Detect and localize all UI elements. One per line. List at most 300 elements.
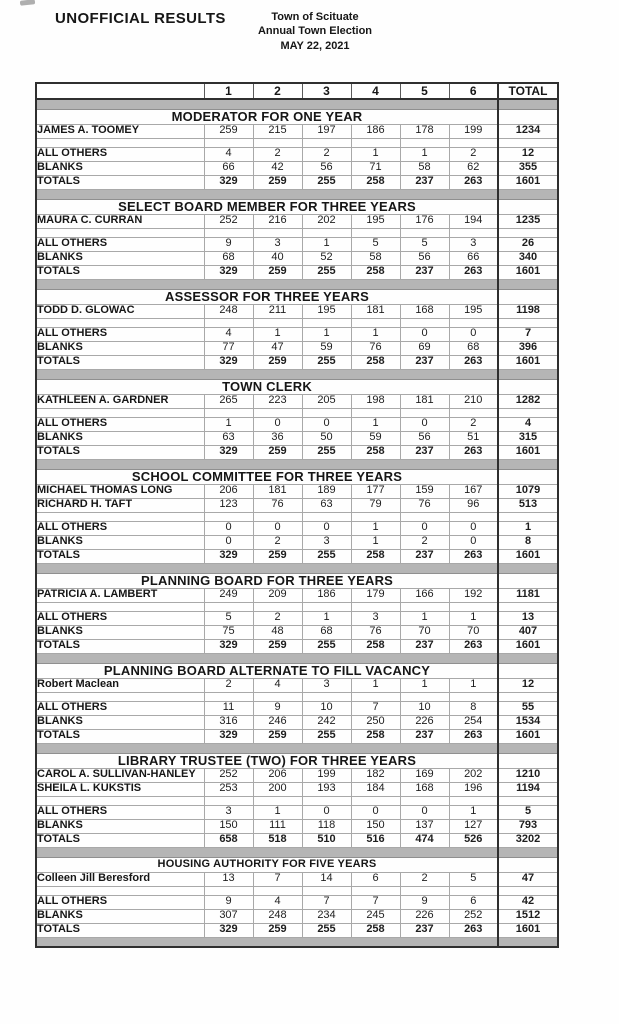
row-label: BLANKS — [36, 251, 204, 265]
blank-cell — [400, 886, 449, 895]
all-others-row — [36, 237, 558, 251]
candidate-name: MICHAEL THOMAS LONG — [36, 484, 204, 498]
totals-total: 1601 — [498, 175, 558, 189]
all-others-count: 1 — [351, 147, 400, 161]
all-others-count: 3 — [351, 611, 400, 625]
blank-cell — [302, 318, 351, 327]
vote-count: 6 — [351, 872, 400, 886]
blank-cell — [400, 228, 449, 237]
row-label: TOTALS — [36, 729, 204, 743]
section-separator — [36, 459, 498, 469]
blanks-count: 40 — [253, 251, 302, 265]
all-others-row — [36, 805, 558, 819]
totals-count: 237 — [400, 265, 449, 279]
blank-cell — [36, 602, 204, 611]
blank-cell — [400, 138, 449, 147]
blanks-count: 137 — [400, 819, 449, 833]
totals-count: 258 — [351, 729, 400, 743]
blank-cell — [36, 228, 204, 237]
all-others-count: 1 — [400, 147, 449, 161]
election-town: Town of Scituate — [271, 11, 359, 23]
vote-total: 1234 — [498, 124, 558, 138]
totals-count: 237 — [400, 639, 449, 653]
all-others-count: 7 — [351, 895, 400, 909]
vote-total: 513 — [498, 498, 558, 512]
vote-count: 198 — [351, 394, 400, 408]
all-others-total: 12 — [498, 147, 558, 161]
blank-cell — [449, 228, 498, 237]
all-others-count: 1 — [302, 611, 351, 625]
blank-cell — [351, 318, 400, 327]
section-title: LIBRARY TRUSTEE (TWO) FOR THREE YEARS — [36, 753, 498, 768]
section-separator-total — [498, 847, 558, 857]
vote-count: 13 — [204, 872, 253, 886]
blank-cell — [498, 886, 558, 895]
totals-count: 259 — [253, 923, 302, 937]
section-title: PLANNING BOARD ALTERNATE TO FILL VACANCY — [36, 663, 498, 678]
blank-cell — [498, 228, 558, 237]
totals-count: 237 — [400, 729, 449, 743]
all-others-count: 6 — [449, 895, 498, 909]
section-title: TOWN CLERK — [36, 379, 498, 394]
section-separator — [36, 99, 498, 109]
blanks-count: 58 — [400, 161, 449, 175]
vote-count: 76 — [253, 498, 302, 512]
blank-cell — [449, 408, 498, 417]
column-header-6: 6 — [449, 83, 498, 99]
blanks-count: 250 — [351, 715, 400, 729]
section-separator — [36, 563, 498, 573]
totals-count: 263 — [449, 355, 498, 369]
totals-count: 329 — [204, 639, 253, 653]
section-separator-row — [36, 369, 558, 379]
totals-count: 474 — [400, 833, 449, 847]
row-label: TOTALS — [36, 549, 204, 563]
candidate-row — [36, 394, 558, 408]
blanks-count: 76 — [351, 625, 400, 639]
blank-cell — [351, 886, 400, 895]
all-others-total: 42 — [498, 895, 558, 909]
section-separator-total — [498, 743, 558, 753]
vote-count: 211 — [253, 304, 302, 318]
section-title-spacer — [498, 573, 558, 588]
all-others-count: 7 — [351, 701, 400, 715]
all-others-count: 0 — [449, 327, 498, 341]
all-others-count: 1 — [302, 327, 351, 341]
blanks-count: 56 — [400, 251, 449, 265]
vote-count: 196 — [449, 782, 498, 796]
spacer-row — [36, 408, 558, 417]
column-header-name — [36, 83, 204, 99]
all-others-count: 1 — [351, 327, 400, 341]
totals-count: 258 — [351, 549, 400, 563]
blank-cell — [498, 318, 558, 327]
vote-count: 216 — [253, 214, 302, 228]
blank-cell — [449, 512, 498, 521]
all-others-count: 0 — [400, 327, 449, 341]
blanks-count: 1 — [351, 535, 400, 549]
vote-count: 189 — [302, 484, 351, 498]
all-others-count: 5 — [204, 611, 253, 625]
candidate-row — [36, 678, 558, 692]
all-others-count: 0 — [400, 805, 449, 819]
blank-cell — [36, 692, 204, 701]
all-others-count: 0 — [253, 521, 302, 535]
blanks-count: 252 — [449, 909, 498, 923]
column-header-3: 3 — [302, 83, 351, 99]
totals-row — [36, 729, 558, 743]
all-others-row — [36, 701, 558, 715]
vote-count: 199 — [449, 124, 498, 138]
vote-count: 1 — [400, 678, 449, 692]
totals-count: 516 — [351, 833, 400, 847]
section-title-spacer — [498, 857, 558, 872]
candidate-name: SHEILA L. KUKSTIS — [36, 782, 204, 796]
blanks-count: 316 — [204, 715, 253, 729]
vote-total: 1079 — [498, 484, 558, 498]
row-label: TOTALS — [36, 175, 204, 189]
section-title-spacer — [498, 469, 558, 484]
blank-cell — [36, 796, 204, 805]
blank-cell — [36, 886, 204, 895]
all-others-count: 0 — [204, 521, 253, 535]
blanks-count: 52 — [302, 251, 351, 265]
all-others-count: 3 — [449, 237, 498, 251]
section-title: PLANNING BOARD FOR THREE YEARS — [36, 573, 498, 588]
blanks-count: 63 — [204, 431, 253, 445]
vote-count: 186 — [351, 124, 400, 138]
vote-count: 79 — [351, 498, 400, 512]
totals-count: 329 — [204, 923, 253, 937]
blanks-total: 793 — [498, 819, 558, 833]
blank-cell — [351, 512, 400, 521]
section-header-row — [36, 379, 558, 394]
totals-count: 329 — [204, 549, 253, 563]
totals-count: 258 — [351, 175, 400, 189]
column-header-5: 5 — [400, 83, 449, 99]
blank-cell — [351, 796, 400, 805]
totals-count: 237 — [400, 445, 449, 459]
all-others-count: 9 — [253, 701, 302, 715]
candidate-row — [36, 304, 558, 318]
vote-total: 1198 — [498, 304, 558, 318]
election-date: MAY 22, 2021 — [280, 39, 350, 52]
election-name: Annual Town Election — [257, 25, 373, 38]
vote-count: 181 — [351, 304, 400, 318]
blank-cell — [302, 408, 351, 417]
blank-cell — [253, 512, 302, 521]
row-label: TOTALS — [36, 833, 204, 847]
vote-count: 2 — [204, 678, 253, 692]
vote-count: 195 — [351, 214, 400, 228]
candidate-name: Robert Maclean — [36, 678, 204, 692]
blanks-count: 0 — [449, 535, 498, 549]
row-label: TOTALS — [36, 355, 204, 369]
vote-count: 265 — [204, 394, 253, 408]
all-others-count: 3 — [204, 805, 253, 819]
blank-cell — [204, 138, 253, 147]
totals-count: 255 — [302, 265, 351, 279]
vote-count: 177 — [351, 484, 400, 498]
all-others-row — [36, 327, 558, 341]
totals-total: 3202 — [498, 833, 558, 847]
blank-cell — [204, 228, 253, 237]
blanks-count: 68 — [204, 251, 253, 265]
vote-count: 14 — [302, 872, 351, 886]
blank-cell — [36, 408, 204, 417]
vote-count: 123 — [204, 498, 253, 512]
totals-total: 1601 — [498, 923, 558, 937]
totals-count: 329 — [204, 265, 253, 279]
blanks-count: 226 — [400, 909, 449, 923]
section-separator-total — [498, 99, 558, 109]
blanks-total: 355 — [498, 161, 558, 175]
section-separator-row — [36, 653, 558, 663]
row-label: BLANKS — [36, 161, 204, 175]
blank-cell — [449, 886, 498, 895]
section-separator-row — [36, 99, 558, 109]
totals-row — [36, 833, 558, 847]
section-header-row — [36, 289, 558, 304]
blank-cell — [449, 138, 498, 147]
blanks-count: 254 — [449, 715, 498, 729]
vote-count: 1 — [449, 678, 498, 692]
all-others-count: 0 — [302, 521, 351, 535]
blanks-row — [36, 161, 558, 175]
blank-cell — [204, 692, 253, 701]
vote-count: 202 — [302, 214, 351, 228]
totals-row — [36, 265, 558, 279]
blanks-count: 246 — [253, 715, 302, 729]
totals-count: 329 — [204, 355, 253, 369]
vote-count: 169 — [400, 768, 449, 782]
all-others-count: 2 — [253, 611, 302, 625]
section-header-row — [36, 753, 558, 768]
all-others-count: 7 — [302, 895, 351, 909]
blank-cell — [400, 408, 449, 417]
all-others-count: 1 — [351, 521, 400, 535]
all-others-count: 0 — [400, 521, 449, 535]
row-label: BLANKS — [36, 625, 204, 639]
vote-count: 215 — [253, 124, 302, 138]
vote-count: 197 — [302, 124, 351, 138]
vote-total: 12 — [498, 678, 558, 692]
candidate-row — [36, 768, 558, 782]
totals-count: 255 — [302, 923, 351, 937]
blanks-count: 111 — [253, 819, 302, 833]
blanks-total: 1512 — [498, 909, 558, 923]
section-title: MODERATOR FOR ONE YEAR — [36, 109, 498, 124]
row-label: ALL OTHERS — [36, 521, 204, 535]
totals-count: 259 — [253, 265, 302, 279]
blanks-count: 66 — [204, 161, 253, 175]
row-label: BLANKS — [36, 535, 204, 549]
row-label: ALL OTHERS — [36, 327, 204, 341]
totals-count: 259 — [253, 175, 302, 189]
blank-cell — [498, 138, 558, 147]
all-others-count: 0 — [351, 805, 400, 819]
blank-cell — [498, 512, 558, 521]
election-header — [230, 10, 400, 53]
blank-cell — [449, 602, 498, 611]
section-separator — [36, 653, 498, 663]
blank-cell — [498, 692, 558, 701]
vote-count: 168 — [400, 304, 449, 318]
totals-count: 263 — [449, 175, 498, 189]
blank-cell — [253, 796, 302, 805]
all-others-count: 9 — [204, 895, 253, 909]
row-label: TOTALS — [36, 265, 204, 279]
blanks-count: 2 — [400, 535, 449, 549]
candidate-row — [36, 872, 558, 886]
row-label: BLANKS — [36, 715, 204, 729]
vote-count: 3 — [302, 678, 351, 692]
row-label: ALL OTHERS — [36, 701, 204, 715]
table-bottom-bar — [36, 937, 498, 947]
candidate-name: TODD D. GLOWAC — [36, 304, 204, 318]
all-others-count: 4 — [204, 147, 253, 161]
blanks-row — [36, 341, 558, 355]
section-separator — [36, 279, 498, 289]
section-title-spacer — [498, 753, 558, 768]
totals-count: 263 — [449, 445, 498, 459]
section-separator-total — [498, 563, 558, 573]
section-separator-row — [36, 189, 558, 199]
blanks-count: 51 — [449, 431, 498, 445]
blank-cell — [302, 886, 351, 895]
vote-count: 181 — [253, 484, 302, 498]
all-others-total: 4 — [498, 417, 558, 431]
all-others-count: 10 — [400, 701, 449, 715]
blanks-count: 75 — [204, 625, 253, 639]
blanks-row — [36, 909, 558, 923]
totals-count: 237 — [400, 549, 449, 563]
totals-count: 255 — [302, 729, 351, 743]
blanks-count: 56 — [302, 161, 351, 175]
totals-row — [36, 923, 558, 937]
vote-count: 205 — [302, 394, 351, 408]
blanks-count: 69 — [400, 341, 449, 355]
all-others-row — [36, 521, 558, 535]
candidate-name: PATRICIA A. LAMBERT — [36, 588, 204, 602]
all-others-row — [36, 895, 558, 909]
totals-row — [36, 445, 558, 459]
row-label: BLANKS — [36, 341, 204, 355]
blanks-row — [36, 431, 558, 445]
totals-total: 1601 — [498, 729, 558, 743]
blanks-count: 118 — [302, 819, 351, 833]
column-header-1: 1 — [204, 83, 253, 99]
all-others-count: 1 — [253, 327, 302, 341]
vote-total: 1194 — [498, 782, 558, 796]
blank-cell — [302, 138, 351, 147]
totals-count: 259 — [253, 445, 302, 459]
blanks-row — [36, 535, 558, 549]
blanks-count: 150 — [204, 819, 253, 833]
blank-cell — [400, 692, 449, 701]
section-separator-total — [498, 279, 558, 289]
all-others-count: 1 — [204, 417, 253, 431]
vote-count: 199 — [302, 768, 351, 782]
vote-total: 1282 — [498, 394, 558, 408]
blank-cell — [253, 138, 302, 147]
totals-count: 258 — [351, 445, 400, 459]
totals-total: 1601 — [498, 445, 558, 459]
vote-count: 166 — [400, 588, 449, 602]
totals-count: 329 — [204, 445, 253, 459]
candidate-name: KATHLEEN A. GARDNER — [36, 394, 204, 408]
blanks-total: 407 — [498, 625, 558, 639]
candidate-name: JAMES A. TOOMEY — [36, 124, 204, 138]
blank-cell — [449, 318, 498, 327]
totals-count: 237 — [400, 923, 449, 937]
section-separator-row — [36, 459, 558, 469]
blank-cell — [204, 796, 253, 805]
candidate-name: RICHARD H. TAFT — [36, 498, 204, 512]
vote-total: 1235 — [498, 214, 558, 228]
totals-count: 263 — [449, 549, 498, 563]
totals-count: 658 — [204, 833, 253, 847]
vote-count: 4 — [253, 678, 302, 692]
all-others-count: 2 — [449, 417, 498, 431]
candidate-row — [36, 214, 558, 228]
totals-count: 263 — [449, 639, 498, 653]
blank-cell — [36, 318, 204, 327]
section-header-row — [36, 857, 558, 872]
blanks-row — [36, 715, 558, 729]
blanks-count: 71 — [351, 161, 400, 175]
all-others-count: 2 — [449, 147, 498, 161]
section-separator-total — [498, 459, 558, 469]
vote-count: 168 — [400, 782, 449, 796]
table-bottom-bar-row — [36, 937, 558, 947]
blank-cell — [204, 318, 253, 327]
table-bottom-bar-total — [498, 937, 558, 947]
blank-cell — [302, 602, 351, 611]
vote-count: 96 — [449, 498, 498, 512]
blank-cell — [351, 692, 400, 701]
section-separator-row — [36, 847, 558, 857]
spacer-row — [36, 886, 558, 895]
blank-cell — [400, 796, 449, 805]
blank-cell — [302, 692, 351, 701]
all-others-count: 0 — [302, 417, 351, 431]
blanks-count: 59 — [302, 341, 351, 355]
vote-count: 252 — [204, 768, 253, 782]
vote-count: 195 — [302, 304, 351, 318]
blanks-count: 242 — [302, 715, 351, 729]
vote-count: 253 — [204, 782, 253, 796]
column-header-4: 4 — [351, 83, 400, 99]
all-others-count: 0 — [253, 417, 302, 431]
row-label: BLANKS — [36, 819, 204, 833]
blanks-count: 36 — [253, 431, 302, 445]
all-others-count: 0 — [449, 521, 498, 535]
section-title: SCHOOL COMMITTEE FOR THREE YEARS — [36, 469, 498, 484]
all-others-count: 1 — [400, 611, 449, 625]
candidate-row — [36, 124, 558, 138]
totals-count: 259 — [253, 639, 302, 653]
totals-count: 518 — [253, 833, 302, 847]
totals-count: 329 — [204, 729, 253, 743]
blank-cell — [36, 512, 204, 521]
totals-count: 255 — [302, 355, 351, 369]
blanks-count: 48 — [253, 625, 302, 639]
row-label: ALL OTHERS — [36, 237, 204, 251]
row-label: TOTALS — [36, 445, 204, 459]
blanks-count: 42 — [253, 161, 302, 175]
totals-row — [36, 175, 558, 189]
